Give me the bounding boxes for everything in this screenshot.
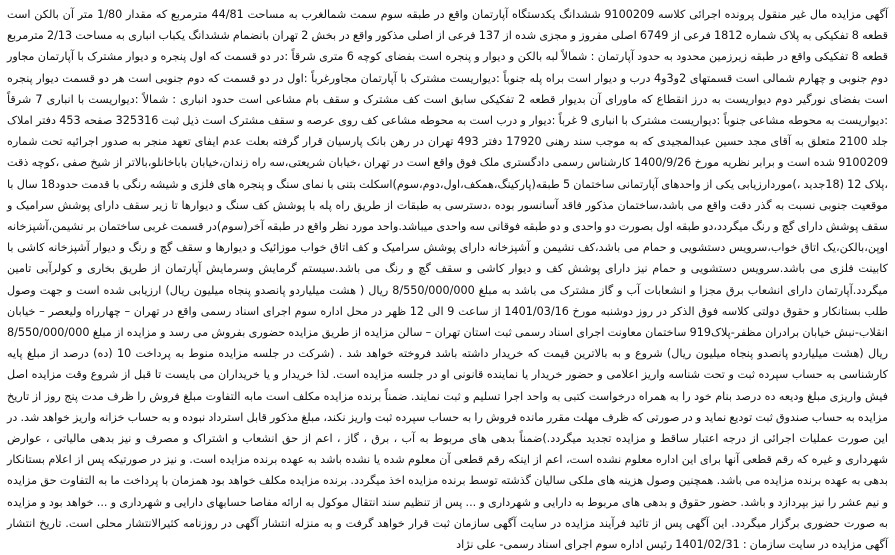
notice-body-text: آگهی مزایده مال غیر منقول پرونده اجرائی کلاسه 9100209 ششدانگ یکدستگاه آپارتمان واقع در طبقه سوم سمت شمالغرب به مساحت 44/81 مترمربع که مقدار 1/80 متر آن بالکن است قطعه 8 تفکیکی به پلاک شماره 1812 فرعی از 6749 اصلی مفروز و مجزی شده از 137 فرعی از اصلی مذکور واقع در بخش 2 تهران بانضمام ششدانگ یکباب انباری به مساحت 2/13 مترمربع قطعه 8 تفکیکی واقع در طبقه زیرزمین محدود به حدود آپارتمان : شمالاً لبه بالکن و دیوار و پنجره است بفضای کوچه 6 متری شرقاً :در دو قسمت که اول پنجره و دیوار مشترک با آپارتمان مجاور دوم جنوبی و چهارم شمالی است قسمتهای 2و3و4 درب و دیوار است براه پله جنوباً :دیواریست مشترک با آپارتمان مجاورغرباً :اول در دو قسمت که دوم جنوبی است هر دو قسمت دیوار پنجره است بفضای نورگیر دوم دیواریست به درز انقطاع که ماورای آن بدیوار قطعه 2 تفکیکی سابق است کف مشترک و سقف بام مشاعی است حدود انباری : شمالاً :دیواریست با انباری 7 شرقاً :دیواریست به محوطه مشاعی جنوباً :دیواریست مشترک با انباری 9 غرباً :دیوار و درب است به محوطه مشاعی کف روی عرصه و سقف مشترک است ذیل ثبت 325316 صفحه 453 دفتر املاک جلد 2100 متعلق به آقای مجد حسین عبدالمجیدی که به موجب سند رهنی 17920 دفتر 493 تهران در رهن بانک پارسیان قرار گرفته بعلت عدم ایفای تعهد منجر به صدور اجرائیه تحت شماره 9100209 شده است و برابر نظریه مورخ 1400/9/26 کارشناس رسمی دادگستری ملک فوق واقع است در تهران ،خیابان شریعتی،سه راه زندان،خیابان باباخانلو،بالاتر از شیخ صفی ،کوچه ذقت ،پلاک 12 (18جدید ،)موردارزیابی یکی از واحدهای آپارتمانی ساختمان 5 طبقه(پارکینگ،همکف،اول،دوم،سوم)اسکلت بتنی با نمای سنگ و پنجره های فلزی و شیشه رنگی با قدمت حدود18 سال با موقعیت جنوبی نسبت به گذر دقت واقع می باشد،ساختمان مذکور فاقد آسانسور بوده ،دسترسی به طبقات از طریق راه پله با پوشش کف سنگ و دیوارها تا زیر سقف دارای پوشش سرامیک و سقف پوشش دارای گچ و رنگ میگردد،دو طبقه اول بصورت دو واحدی و دو طبقه فوقانی سه واحدی میباشد.واحد مورد نظر واقع در طبقه آخر(سوم)در قسمت غربی ساختمان بر نشیمن،آشپزخانه اوپن،بالکن،یک اتاق خواب،سرویس دستشویی و حمام می باشد،کف نشیمن و آشپزخانه دارای پوشش سرامیک و کف اتاق خواب موزائیک و دیوارها و سقف گچ و رنگ و دیوار آشپزخانه کاشی با کابینت فلزی می باشد.سرویس دستشویی و حمام نیز دارای پوشش کف و دیوار کاشی و سقف گچ و رنگ می باشد.سیستم گرمایش وسرمایش آپارتمان از طریق بخاری و کولرآبی تامین میگردد.آپارتمان دارای انشعاب برق مجزا و انشعابات آب و گاز مشترک می باشد به مبلغ 8/550/000/000 ریال ( هشت میلیاردو پانصدو پنجاه میلیون ریال) ارزیابی شده است و جهت وصول طلب بستانکار و حقوق دولتی کلاسه فوق الذکر در روز دوشنبه مورخ 1401/03/16 از ساعت 9 الی 12 ظهر در محل اداره سوم اجرای اسناد رسمی واقع در تهران – چهارراه ولیعصر – خیابان انقلاب-نبش خیابان برادران مظفر-پلاک919 ساختمان معاونت اجرای اسناد رسمی ثبت استان تهران – سالن مزایده از طریق مزایده حضوری بفروش می رسد و مزایده از مبلغ 8/550/000/000 ریال (هشت میلیاردو پانصدو پنجاه میلیون ریال) شروع و به بالاترین قیمت که خریدار داشته باشد فروخته خواهد شد . (شرکت در جلسه مزایده منوط به پرداخت 10 (ده) درصد از مبلغ پایه کارشناسی به حساب سپرده ثبت و تحت شناسه واریز اعلامی و حضور خریدار یا نماینده قانونی او در جلسه مزایده است. لذا خریدار و یا خریداران می بایست تا قبل از شروع وقت مزایده اصل فیش واریزی مبلغ ودیعه ده درصد بنام خود را به همراه درخواست کتبی به واحد اجرا تسلیم و ثبت نمایند. ضمناً برنده مزایده مکلف است مابه التفاوت مبلغ فروش را ظرف مدت پنج روز از تاریخ مزایده به حساب صندوق ثبت تودیع نماید و در صورتی که ظرف مهلت مقرر مانده فروش را به حساب سپرده ثبت واریز نکند، مبلغ مذکور قابل استرداد نبوده و به حساب خزانه واریز خواهد شد. در این صورت عملیات اجرائی از درجه اعتبار ساقط و مزایده تجدید میگردد.)ضمناً بدهی های مربوط به آب ، برق ، گاز ، اعم از حق انشعاب و اشتراک و مصرف و نیز بدهی مالیاتی ، عوارض شهرداری و غیره که رقم قطعی آنها برای این اداره معلوم نشده است، اعم از اینکه رقم قطعی آن معلوم شده یا نشده باشد به عهده برنده مزایده است. و نیز در صورتیکه پس از اعلام بستانکار بدهی به عهده برنده مزایده می باشد. همچنین وصول هزینه های ملکی سالیان گذشته توسط برنده مزایده اخذ میگردد. برنده مزایده مکلف خواهد بود همزمان با پرداخت ما به التفاوت حق مزایده و نیم عشر را نیز بپردازد و باشد. حضور حقوق و بدهی های مربوط به دارایی و شهرداری و ... پس از تنظیم سند انتقال موکول به ارائه مفاصا حسابهای دارایی و شهرداری و ... خواهد بود و مزایده به صورت حضوری برگزار میگردد. این آگهی پس از تائید فرآیند مزایده در سایت آگهی سازمان ثبت قرار خواهد گرفت و به منزله انتشار آگهی در روزنامه کثیرالانتشار محلی است. تاریخ انتشار آگهی مزایده در سایت سازمان : 1401/02/31 رئیس اداره سوم اجرای اسناد رسمی- علی نژاد — [7, 8, 889, 552]
